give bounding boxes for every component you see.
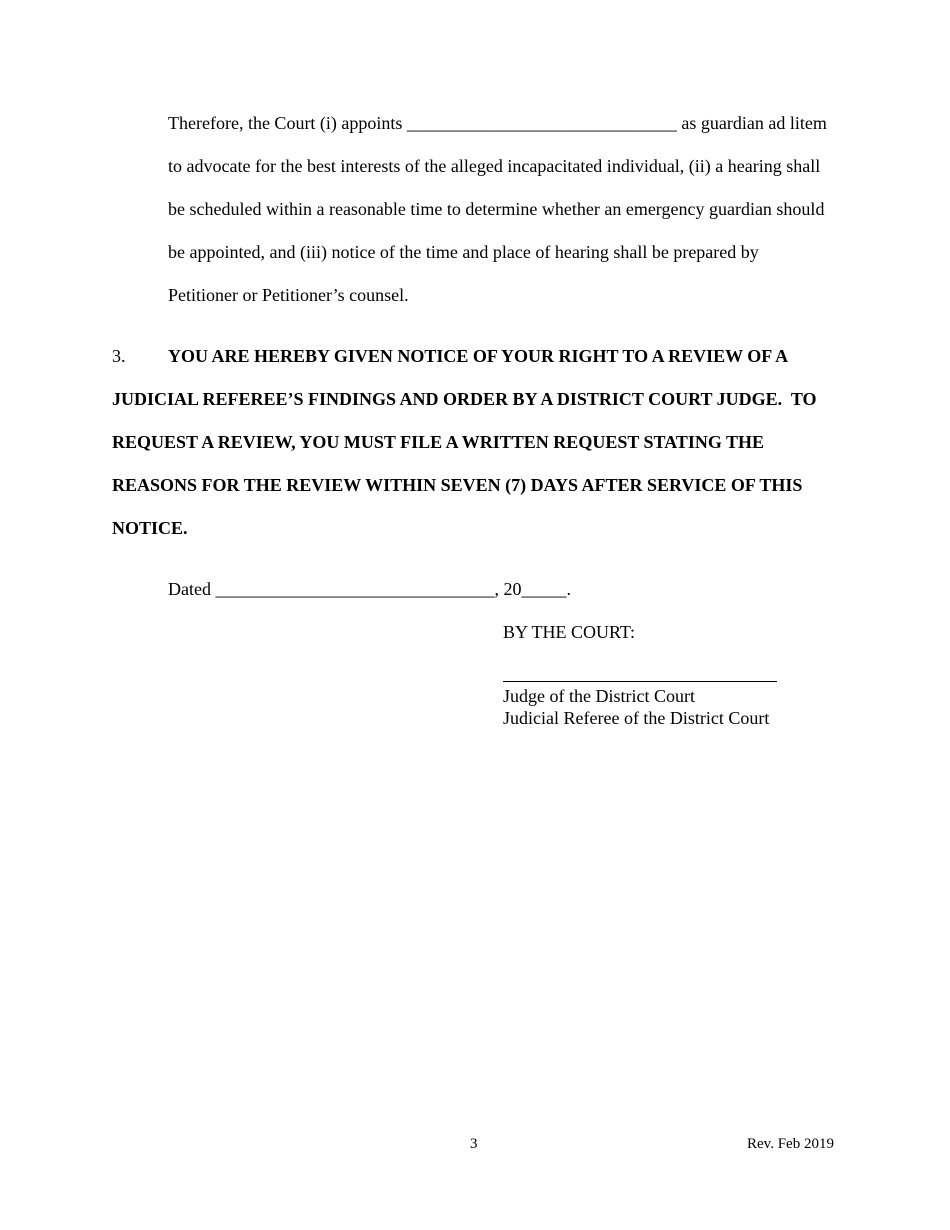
revision-date: Rev. Feb 2019 bbox=[747, 1136, 834, 1152]
section-number: 3. bbox=[112, 346, 126, 366]
paragraph-line: be appointed, and (iii) notice of the time and place of hearing shall be prepared by bbox=[168, 242, 759, 262]
paragraph-line: Petitioner or Petitioner’s counsel. bbox=[168, 285, 409, 305]
paragraph-line: be scheduled within a reasonable time to determine whether an emergency guardian should bbox=[168, 199, 825, 219]
paragraph-line: to advocate for the best interests of the alleged incapacitated individual, (ii) a hearing shall bbox=[168, 156, 821, 176]
paragraph-line: Therefore, the Court (i) appoints ______________________________ as guardian ad litem bbox=[168, 113, 827, 133]
by-the-court-label: BY THE COURT: bbox=[503, 622, 636, 642]
notice-line: REASONS FOR THE REVIEW WITHIN SEVEN (7) DAYS AFTER SERVICE OF THIS bbox=[112, 475, 803, 495]
notice-line: YOU ARE HEREBY GIVEN NOTICE OF YOUR RIGHT TO A REVIEW OF A bbox=[168, 346, 789, 366]
notice-line: JUDICIAL REFEREE’S FINDINGS AND ORDER BY A DISTRICT COURT JUDGE. TO bbox=[112, 389, 817, 409]
signature-line bbox=[503, 681, 777, 682]
notice-line: REQUEST A REVIEW, YOU MUST FILE A WRITTEN REQUEST STATING THE bbox=[112, 432, 765, 452]
referee-title: Judicial Referee of the District Court bbox=[503, 708, 770, 728]
page-number: 3 bbox=[470, 1136, 478, 1152]
notice-line: NOTICE. bbox=[112, 518, 188, 538]
dated-line: Dated _______________________________, 20_____. bbox=[168, 579, 571, 599]
judge-title: Judge of the District Court bbox=[503, 686, 695, 706]
